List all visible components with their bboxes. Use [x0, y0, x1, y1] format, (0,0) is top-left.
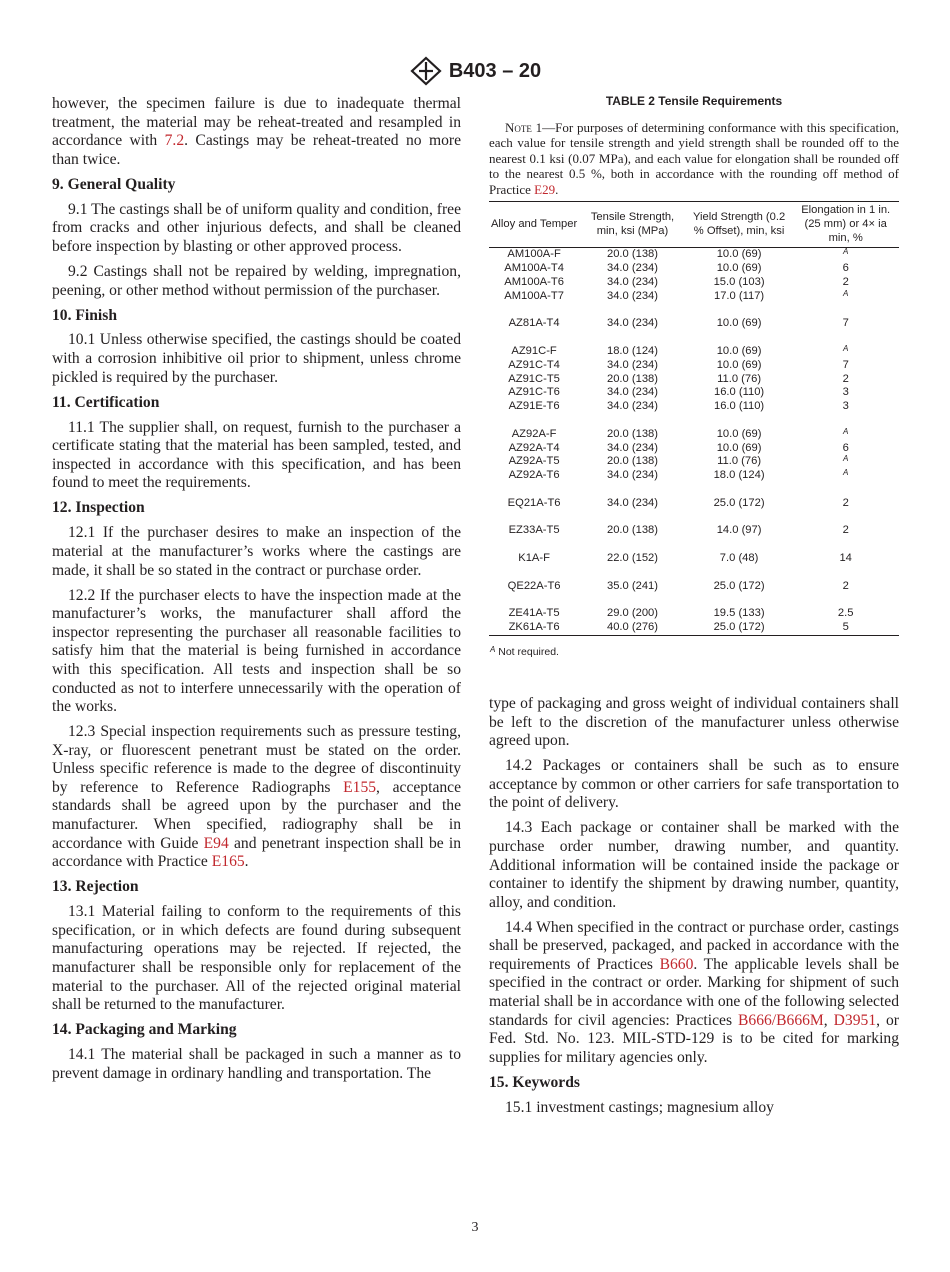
standard-designation: B403 – 20	[448, 59, 542, 82]
tensile-cell: 40.0 (276)	[579, 621, 686, 635]
tensile-cell: 34.0 (234)	[606, 469, 658, 482]
paragraph-14-4: 14.4 When specified in the contract or purchase order, castings shall be preserved, packaged, and packed in accordance with the requirements of Practices B660. The applicable levels shall be specified in the contract or order. Marking for shipment of such material shall be in accordance with one of the following selected standards for civil agencies: Practices B666/B666M, D3951, or Fed. Std. No. 123. MIL-STD-129 is to be cited for marking supplies for military agencies only.	[489, 918, 900, 1066]
reference-link-d3951[interactable]: D3951	[833, 1011, 877, 1029]
elongation-cell: 2	[842, 524, 849, 537]
table-row	[489, 552, 899, 566]
not-required-marker: A	[843, 288, 849, 298]
section-link-7-2[interactable]: 7.2	[164, 132, 185, 150]
spacer-row	[489, 483, 899, 497]
alloy-cell: ZK61A-T6	[489, 621, 579, 635]
alloy-cell: AZ92A-T5	[508, 455, 560, 468]
spacer-row	[489, 304, 899, 318]
elongation-cell: 2	[842, 276, 849, 289]
table-row	[489, 248, 899, 262]
alloy-cell: AM100A-F	[507, 248, 561, 261]
paragraph-continued-right: type of packaging and gross weight of individual containers shall be left to the discretion of the manufacturer unless otherwise agreed upon.	[489, 695, 899, 750]
alloy-cell: QE22A-T6	[507, 579, 561, 592]
yield-cell: 10.0 (69)	[716, 248, 762, 261]
section-heading-finish: 10. Finish	[52, 306, 117, 324]
elongation-cell: 3	[842, 400, 849, 413]
alloy-cell: AZ91E-T6	[508, 400, 560, 413]
header-alloy: Alloy and Temper	[489, 202, 579, 248]
right-column	[489, 695, 899, 1124]
alloy-cell: AZ91C-T4	[508, 358, 560, 371]
paragraph-10-1: 10.1 Unless otherwise specified, the castings should be coated with a corrosion inhibitive oil prior to shipment, unless chrome pickled is required by the purchaser.	[52, 331, 461, 386]
section-heading-packaging: 14. Packaging and Marking	[52, 1021, 237, 1039]
tensile-cell: 34.0 (234)	[606, 358, 658, 371]
tensile-cell: 34.0 (234)	[606, 441, 658, 454]
not-required-marker: A	[843, 247, 849, 257]
tensile-cell: 34.0 (234)	[606, 400, 658, 413]
elongation-cell: 7	[842, 317, 849, 330]
yield-cell: 16.0 (110)	[713, 386, 765, 399]
yield-cell: 10.0 (69)	[716, 358, 762, 371]
page-number: 3	[471, 1220, 479, 1235]
elongation-cell: 6	[842, 441, 849, 454]
paragraph-15-1: 15.1 investment castings; magnesium alloy	[505, 1098, 774, 1116]
table-body	[489, 248, 899, 635]
paragraph-12-3: 12.3 Special inspection requirements such as pressure testing, X-ray, or fluorescent penetrant must be stated on the order. Unless specific reference is made to the degree of discontinuity by reference to Reference Radiographs E155, acceptance standards shall be agreed upon by the purchaser and the manufacturer. When specified, radiography shall be in accordance with Guide E94 and penetrant inspection shall be in accordance with Practice E165.	[52, 723, 462, 871]
tensile-cell: 20.0 (138)	[606, 455, 658, 468]
elongation-cell	[792, 345, 899, 359]
table-row	[489, 621, 899, 635]
table-title: TABLE 2 Tensile Requirements	[605, 94, 783, 108]
yield-cell: 25.0 (172)	[713, 496, 765, 509]
table-note: Note 1—For purposes of determining conformance with this specification, each value for tensile strength and yield strength shall be rounded off to the nearest 0.1 ksi (0.07 MPa), and each value for elongation shall be rounded off to the nearest 0.5 %, both in accordance with the rounding off method of Practice E29.	[489, 120, 899, 197]
elongation-cell	[792, 428, 899, 442]
tensile-cell: 20.0 (138)	[606, 427, 658, 440]
header-elongation: Elongation in 1 in. (25 mm) or 4× ia min, %	[792, 202, 899, 248]
alloy-cell: K1A-F	[518, 551, 550, 564]
tensile-cell: 34.0 (234)	[606, 386, 658, 399]
paragraph-11-1: 11.1 The supplier shall, on request, furnish to the purchaser a certificate stating that the material has been sampled, tested, and inspected in accordance with this specification, and has been found to meet the requirements.	[52, 418, 461, 492]
alloy-cell: ZE41A-T5	[508, 607, 560, 620]
spacer-row	[489, 538, 899, 552]
reference-link-e155[interactable]: E155	[343, 778, 377, 796]
alloy-cell: AZ92A-F	[511, 427, 557, 440]
elongation-cell: 2	[842, 496, 849, 509]
spacer-row	[489, 593, 899, 607]
page-header	[0, 56, 950, 91]
paragraph-14-2: 14.2 Packages or containers shall be such as to ensure acceptance by common or other carriers for safe transportation to the point of delivery.	[489, 757, 899, 812]
not-required-marker: A	[843, 344, 849, 353]
yield-cell: 10.0 (69)	[716, 427, 762, 440]
yield-cell: 19.5 (133)	[713, 607, 765, 620]
tensile-table-block	[489, 94, 899, 658]
tensile-cell: 35.0 (241)	[606, 579, 658, 592]
spacer-row	[489, 511, 899, 525]
elongation-cell: 2.5	[837, 607, 854, 620]
alloy-cell: EQ21A-T6	[507, 496, 561, 509]
alloy-cell: AZ91C-F	[511, 345, 557, 357]
yield-cell: 10.0 (69)	[716, 441, 762, 454]
alloy-cell: AZ81A-T4	[508, 317, 560, 330]
tensile-cell: 20.0 (138)	[606, 524, 658, 537]
reference-link-e94[interactable]: E94	[203, 834, 229, 852]
yield-cell: 10.0 (69)	[716, 317, 762, 330]
table-row	[489, 524, 899, 538]
table-row	[489, 442, 899, 456]
yield-cell: 25.0 (172)	[686, 621, 793, 635]
section-heading-general-quality: 9. General Quality	[52, 175, 176, 193]
alloy-cell: AM100A-T4	[504, 262, 564, 275]
header-tensile: Tensile Strength, min, ksi (MPa)	[579, 202, 686, 248]
section-heading-certification: 11. Certification	[52, 393, 160, 411]
tensile-requirements-table	[489, 201, 899, 636]
paragraph-14-3: 14.3 Each package or container shall be marked with the purchase order number, drawing number, and quantity. Additional information will be contained inside the package or container to identify the shipment by drawing number, quantity, alloy, and condition.	[489, 819, 899, 911]
yield-cell: 11.0 (76)	[717, 372, 762, 385]
paragraph-9-2: 9.2 Castings shall not be repaired by welding, impregnation, peening, or other method without permission of the purchaser.	[52, 262, 461, 299]
table-row	[489, 386, 899, 400]
section-heading-keywords: 15. Keywords	[489, 1073, 580, 1091]
not-required-marker: A	[843, 468, 849, 478]
tensile-cell: 34.0 (234)	[606, 289, 658, 302]
table-row	[489, 580, 899, 594]
reference-link-b666[interactable]: B666/B666M	[738, 1011, 824, 1029]
tensile-cell: 20.0 (138)	[606, 372, 658, 385]
yield-cell: 18.0 (124)	[713, 469, 765, 482]
elongation-cell	[792, 290, 899, 304]
section-heading-inspection: 12. Inspection	[52, 499, 145, 517]
reference-link-e29[interactable]: E29	[534, 181, 556, 197]
paragraph-continued: however, the specimen failure is due to inadequate thermal treatment, the material may be reheat-treated and resampled in accordance with 7.2. Castings may be reheat-treated no more than twice.	[52, 95, 461, 168]
yield-cell: 17.0 (117)	[713, 289, 765, 302]
spacer-row	[489, 331, 899, 345]
left-column	[52, 95, 461, 1090]
table-row	[489, 290, 899, 304]
elongation-cell	[792, 248, 899, 262]
table-row	[489, 359, 899, 373]
alloy-cell: AZ92A-T4	[508, 441, 560, 454]
elongation-cell	[792, 455, 899, 469]
table-row	[489, 400, 899, 414]
alloy-cell: AZ92A-T6	[508, 469, 560, 482]
paragraph-12-1: 12.1 If the purchaser desires to make an inspection of the material at the manufacturer’s works where the castings are made, it shall be so stated in the contract or purchase order.	[52, 524, 461, 579]
elongation-cell: 5	[792, 621, 899, 635]
table-row	[489, 469, 899, 483]
alloy-cell: AM100A-T7	[504, 289, 564, 302]
table-row	[489, 317, 899, 331]
reference-link-b660[interactable]: B660	[659, 955, 694, 973]
tensile-cell: 34.0 (234)	[606, 496, 658, 509]
yield-cell: 7.0 (48)	[719, 551, 759, 564]
table-row	[489, 262, 899, 276]
not-required-marker: A	[843, 454, 849, 464]
table-footnote: $^A$ Not required.	[490, 644, 559, 658]
table-row	[489, 373, 899, 387]
paragraph-12-2: 12.2 If the purchaser elects to have the inspection made at the manufacturer’s works, the manufacturer shall afford the inspector representing the purchaser all reasonable facilities to satisfy him that the material is being furnished in accordance with this specification. All tests and inspection shall be so conducted as not to interfere unnecessarily with the operation of the works.	[52, 586, 461, 716]
yield-cell: 15.0 (103)	[713, 276, 765, 289]
paragraph-13-1: 13.1 Material failing to conform to the requirements of this specification, or in which defects are found during subsequent manufacturing operations may be rejected. If rejected, the manufacturer shall be responsible only for replacement of the material to the purchaser. All of the rejected original material shall be returned to the manufacturer.	[52, 903, 461, 1014]
reference-link-e165[interactable]: E165	[211, 853, 245, 871]
yield-cell: 25.0 (172)	[713, 579, 765, 592]
alloy-cell: AZ91C-T6	[508, 386, 560, 399]
table-row	[489, 497, 899, 511]
tensile-cell: 18.0 (124)	[606, 345, 658, 357]
table-row	[489, 455, 899, 469]
table-row	[489, 607, 899, 621]
header-yield: Yield Strength (0.2 % Offset), min, ksi	[686, 202, 793, 248]
tensile-cell: 29.0 (200)	[606, 607, 658, 620]
not-required-marker: A	[843, 426, 849, 436]
elongation-cell: 7	[842, 358, 849, 371]
yield-cell: 10.0 (69)	[716, 345, 762, 357]
table-row	[489, 345, 899, 359]
yield-cell: 16.0 (110)	[713, 400, 765, 413]
table-row	[489, 428, 899, 442]
spacer-row	[489, 566, 899, 580]
paragraph-9-1: 9.1 The castings shall be of uniform quality and condition, free from cracks and other injurious defects, and shall be cleaned before inspection by blasting or other approved process.	[52, 200, 461, 255]
yield-cell: 14.0 (97)	[716, 524, 762, 537]
yield-cell: 10.0 (69)	[716, 262, 762, 275]
alloy-cell: EZ33A-T5	[508, 524, 560, 537]
alloy-cell: AZ91C-T5	[508, 372, 560, 385]
tensile-cell: 22.0 (152)	[606, 551, 658, 564]
tensile-cell: 34.0 (234)	[606, 276, 658, 289]
astm-logo-icon	[409, 56, 443, 86]
elongation-cell	[792, 469, 899, 483]
elongation-cell: 2	[842, 579, 849, 592]
paragraph-14-1: 14.1 The material shall be packaged in such a manner as to prevent damage in ordinary handling and transportation. The	[52, 1046, 461, 1082]
tensile-cell: 20.0 (138)	[606, 248, 658, 261]
elongation-cell: 2	[842, 372, 849, 385]
elongation-cell: 14	[839, 551, 852, 564]
elongation-cell: 3	[842, 386, 849, 399]
alloy-cell: AM100A-T6	[504, 276, 564, 289]
table-row	[489, 276, 899, 290]
yield-cell: 11.0 (76)	[717, 455, 762, 468]
section-heading-rejection: 13. Rejection	[52, 878, 139, 896]
elongation-cell: 6	[842, 262, 849, 275]
tensile-cell: 34.0 (234)	[606, 317, 658, 330]
tensile-cell: 34.0 (234)	[606, 262, 658, 275]
spacer-row	[489, 414, 899, 428]
